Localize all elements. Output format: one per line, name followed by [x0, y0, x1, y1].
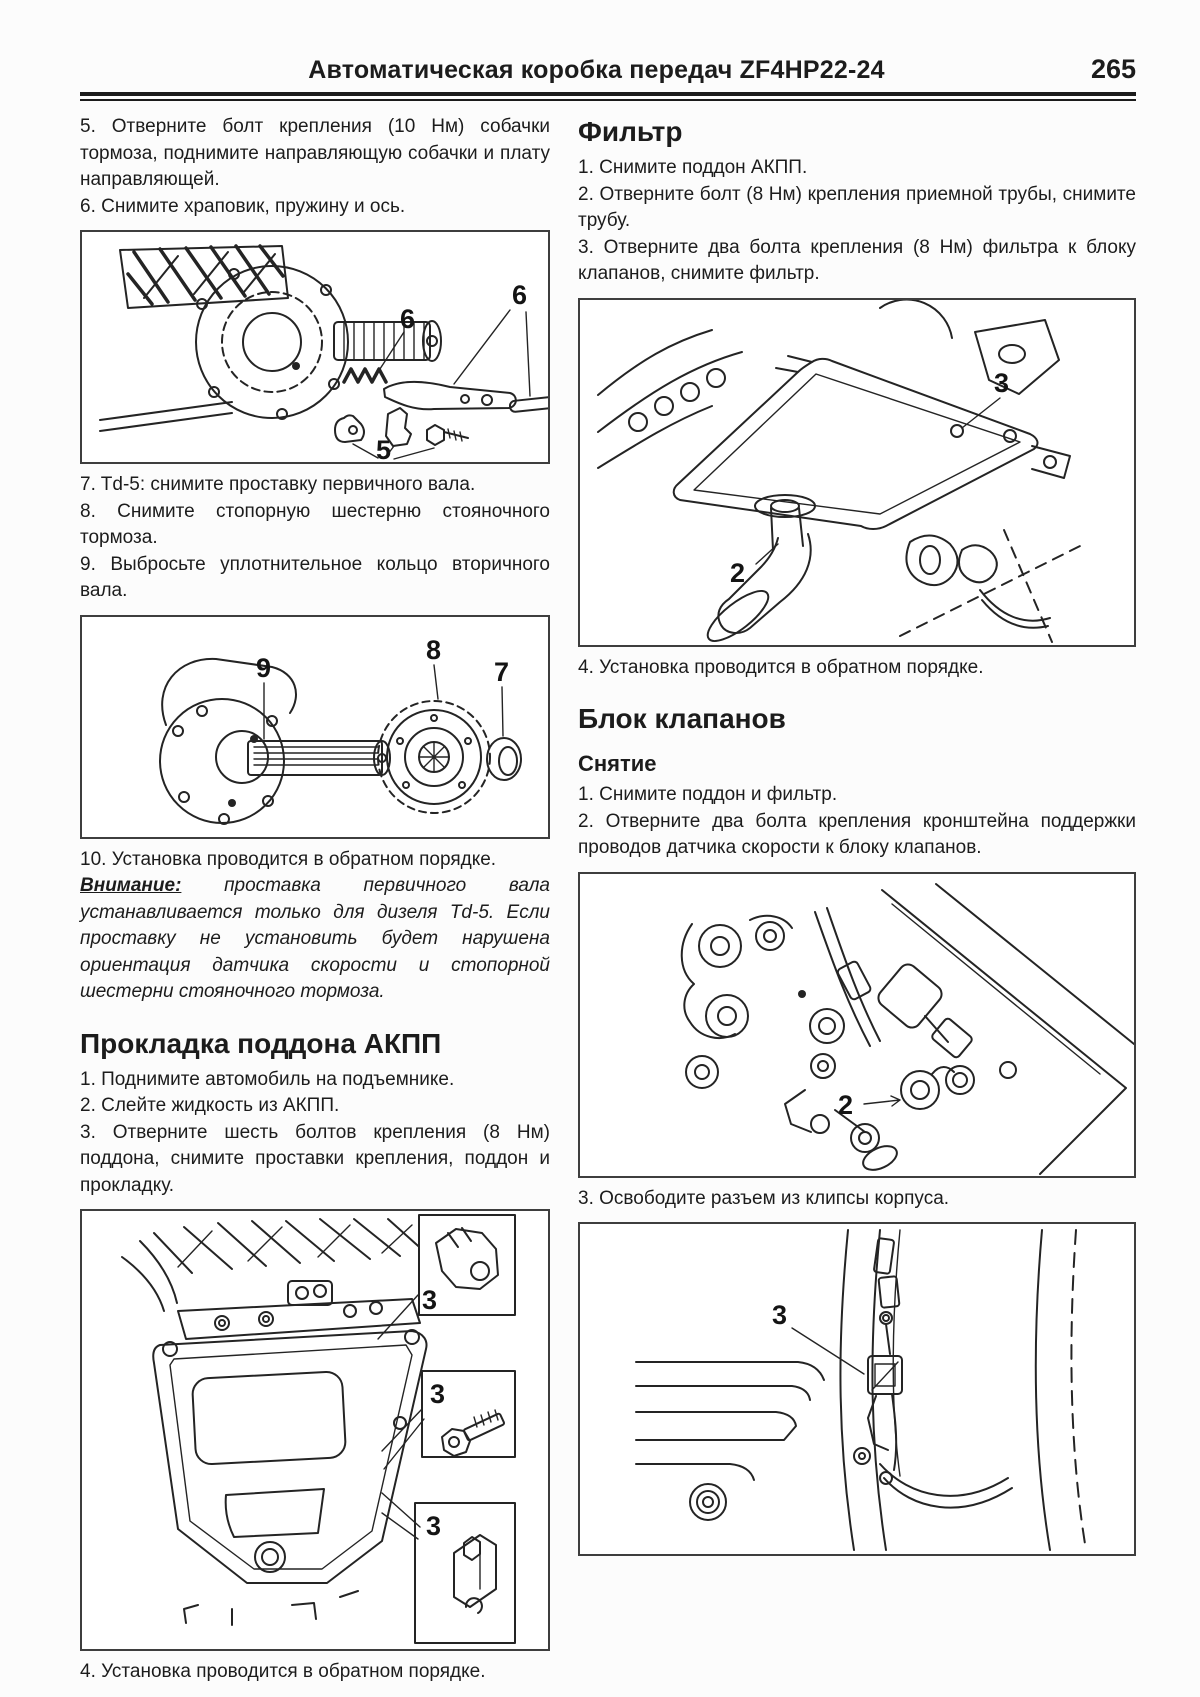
warning-label: Внимание:: [80, 875, 182, 896]
figure-oil-pan-removal: [80, 1209, 550, 1651]
page-header: [80, 54, 1136, 85]
figure-label: 8: [426, 634, 442, 665]
filter-diagram: [580, 300, 1134, 645]
figure-connector-clip: [578, 1222, 1136, 1556]
figure-label: 3: [426, 1511, 442, 1541]
figure-label: 7: [494, 656, 510, 687]
figure-filter-removal: [578, 298, 1136, 647]
valve-block-diagram: [580, 874, 1134, 1176]
step-text: 3. Отверните шесть болтов крепления (8 Нм) поддона, снимите проставки крепления, поддон и прокладку.: [80, 1121, 550, 1196]
oil-pan-diagram: [82, 1211, 548, 1649]
figure-valve-block-bracket: [578, 872, 1136, 1178]
step-text: 2. Слейте жидкость из АКПП.: [80, 1095, 340, 1116]
step-text: 6. Снимите храповик, пружину и ось.: [80, 195, 406, 217]
step-text: 3. Отверните два болта крепления (8 Нм) фильтра к блоку клапанов, снимите фильтр.: [578, 236, 1136, 284]
figure-label: 3: [994, 367, 1010, 398]
figure-label: 2: [730, 557, 746, 588]
left-column: [80, 114, 550, 1686]
step-text: 5. Отверните болт крепления (10 Нм) собачки тормоза, поднимите направляющую собачки и плату направляющей.: [80, 116, 550, 190]
figure-ratchet-pawl-removal: [80, 230, 550, 464]
section-heading-pan-gasket: Прокладка поддона АКПП: [80, 1027, 442, 1059]
step-text: 2. Отверните два болта крепления кронштейна поддержки проводов датчика скорости к блоку клапанов.: [578, 810, 1136, 858]
figure-label: 3: [772, 1300, 788, 1330]
figure-label: 2: [838, 1089, 854, 1120]
header-rule: [80, 92, 1136, 101]
step-text: 1. Снимите поддон АКПП.: [578, 157, 808, 178]
figure-label: 6: [400, 304, 416, 334]
step-text: 1. Снимите поддон и фильтр.: [578, 784, 838, 805]
step-text: 9. Выбросьте уплотнительное кольцо вторичного вала.: [80, 553, 550, 601]
figure-parking-gear-removal: [80, 615, 550, 839]
transmission-pawl-diagram: [82, 232, 548, 462]
warning-text: проставка первичного вала устанавливается только для дизеля Td-5. Если проставку не установить будет нарушена ориентация датчика скорости и стопорной шестерни стояночного тормоза.: [80, 875, 550, 1002]
figure-caption: 4. Установка проводится в обратном порядке.: [80, 1661, 486, 1682]
figure-caption: 3. Освободите разъем из клипсы корпуса.: [578, 1187, 950, 1209]
connector-clip-diagram: [580, 1224, 1134, 1554]
figure-label: 9: [256, 652, 272, 683]
page-title: Автоматическая коробка передач ZF4HP22-24: [308, 56, 885, 84]
right-column: [578, 114, 1136, 1686]
step-text: 7. Td-5: снимите проставку первичного вала.: [80, 474, 476, 495]
step-text: 2. Отверните болт (8 Нм) крепления приемной трубы, снимите трубу.: [578, 183, 1136, 231]
figure-caption: 4. Установка проводится в обратном порядке.: [578, 656, 984, 678]
figure-label: 3: [422, 1285, 438, 1315]
step-text: 10. Установка проводится в обратном порядке.: [80, 848, 497, 870]
parking-gear-diagram: [82, 617, 548, 837]
figure-label: 5: [376, 435, 392, 462]
step-text: 1. Поднимите автомобиль на подъемнике.: [80, 1068, 455, 1090]
figure-label: 3: [430, 1379, 446, 1409]
page-number: 265: [1090, 54, 1136, 84]
section-heading-valve-block: Блок клапанов: [578, 703, 786, 734]
figure-label: 6: [512, 280, 528, 310]
section-heading-filter: Фильтр: [578, 116, 683, 147]
warning-note: [80, 873, 550, 1006]
step-text: 8. Снимите стопорную шестерню стояночного тормоза.: [80, 500, 550, 548]
subsection-heading-removal: Снятие: [578, 751, 657, 776]
